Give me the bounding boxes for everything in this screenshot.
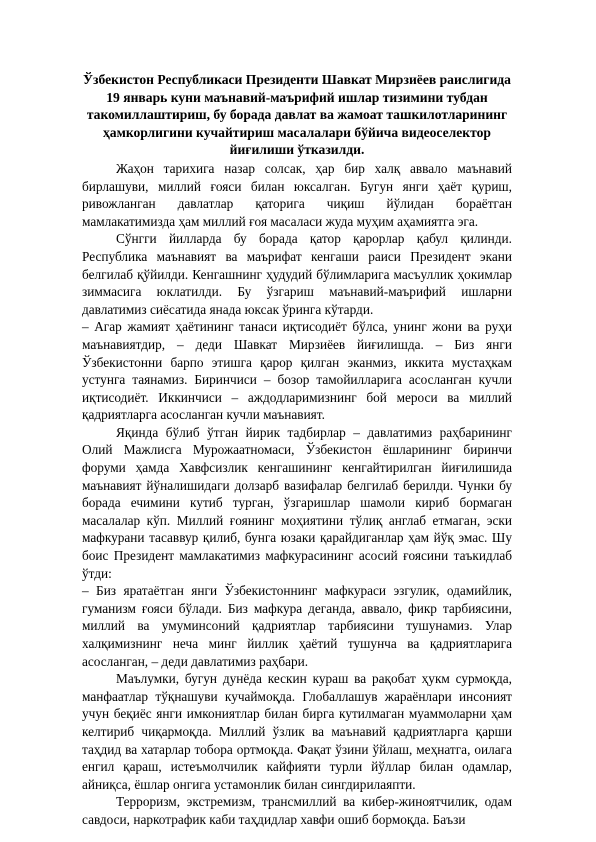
- document-title: [82, 71, 512, 159]
- paragraph: Маълумки, бугун дунёда кескин кураш ва рақобат ҳукм сурмоқда, манфаатлар тўқнашуви кучаймоқда. Глобаллашув жараёнлари инсоният учун беқиёс янги имкониятлар билан бирга кутилмаган муаммоларни ҳам келтириб чиқармоқда. Миллий ўзлик ва маънавий қадриятларга қарши таҳдид ва хатарлар тобора ортмоқда. Фақат ўзини ўйлаш, меҳнатга, оилага енгил қараш, истеъмолчилик кайфияти турли йўллар билан одамлар, айниқса, ёшлар онгига устамонлик билан сингдирилаяпти.: [82, 671, 512, 792]
- title-line: такомиллаштириш, бу борада давлат ва жамоат ташкилотларининг: [86, 107, 508, 123]
- title-line: ҳамкорлигини кучайтириш масалалари бўйича видеоселектор: [103, 124, 491, 140]
- paragraph-quote: – Агар жамият ҳаётининг танаси иқтисодиёт бўлса, унинг жони ва руҳи маънавиятдир, – деди Шавкат Мирзиёев йиғилишда. – Биз янги Ўзбекистонни барпо этишга қарор қилган эканмиз, иккита мустаҳкам устунга таянамиз. Биринчиси – бозор тамойилларига асосланган кучли иқтисодиёт. Иккинчиси – аждодларимизнинг бой мероси ва миллий қадриятларга асосланган кучли маънавият.: [82, 319, 512, 423]
- paragraph: Терроризм, экстремизм, трансмиллий ва кибер-жиноятчилик, одам савдоси, наркотрафик каби таҳдидлар хавфи ошиб бормоқда. Баъзи: [82, 794, 512, 827]
- paragraph-quote: – Биз яратаётган янги Ўзбекистоннинг мафкураси эзгулик, одамийлик, гуманизм ғояси бўлади. Биз мафкура деганда, аввало, фикр тарбиясини, миллий ва умуминсоний қадриятлар тарбиясини тушунамиз. Улар халқимизнинг неча минг йиллик ҳаётий тушунча ва қадриятларига асосланган, – деди давлатимиз раҳбари.: [82, 583, 512, 669]
- title-line: 19 январь куни маънавий-маърифий ишлар тизимини тубдан: [106, 89, 488, 105]
- paragraph: Сўнгги йилларда бу борада қатор қарорлар қабул қилинди. Республика маънавият ва маърифат кенгаши раиси Президент экани белгилаб қўйилди. Кенгашнинг ҳудудий бўлимларига масъуллик ҳокимлар зиммасига юклатилди. Бу ўзгариш маънавий-маърифий ишларни давлатимиз сиёсатида янада юксак ўринга кўтарди.: [82, 231, 512, 317]
- paragraph: Яқинда бўлиб ўтган йирик тадбирлар – давлатимиз раҳбарининг Олий Мажлисга Мурожаатномаси, Ўзбекистон ёшларининг биринчи форуми ҳамда Хавфсизлик кенгашининг кенгайтирилган йиғилишида маънавият йўналишидаги долзарб вазифалар белгилаб берилди. Чунки бу борада ечимини кутиб турган, ўзгаришлар шамоли кириб бормаган масалалар кўп. Миллий ғоянинг моҳиятини тўлиқ англаб етмаган, эски мафкурани тасаввур қилиб, бунга юзаки қарайдиганлар ҳам йўқ эмас. Шу боис Президент мамлакатимиз мафкурасининг асосий ғоясини таъкидлаб ўтди:: [82, 424, 512, 581]
- title-line: йиғилиши ўтказилди.: [229, 142, 365, 158]
- paragraph: Жаҳон тарихига назар солсак, ҳар бир халқ аввало маънавий бирлашуви, миллий ғояси билан юксалган. Бугун янги ҳаёт қуриш, ривожланган давлатлар қаторига чиқиш йўлидан бораётган мамлакатимизда ҳам миллий ғоя масаласи жуда муҳим аҳамиятга эга.: [82, 160, 512, 229]
- document-body: [82, 160, 512, 829]
- title-line: Ўзбекистон Республикаси Президенти Шавкат Мирзиёев раислигида: [83, 72, 511, 87]
